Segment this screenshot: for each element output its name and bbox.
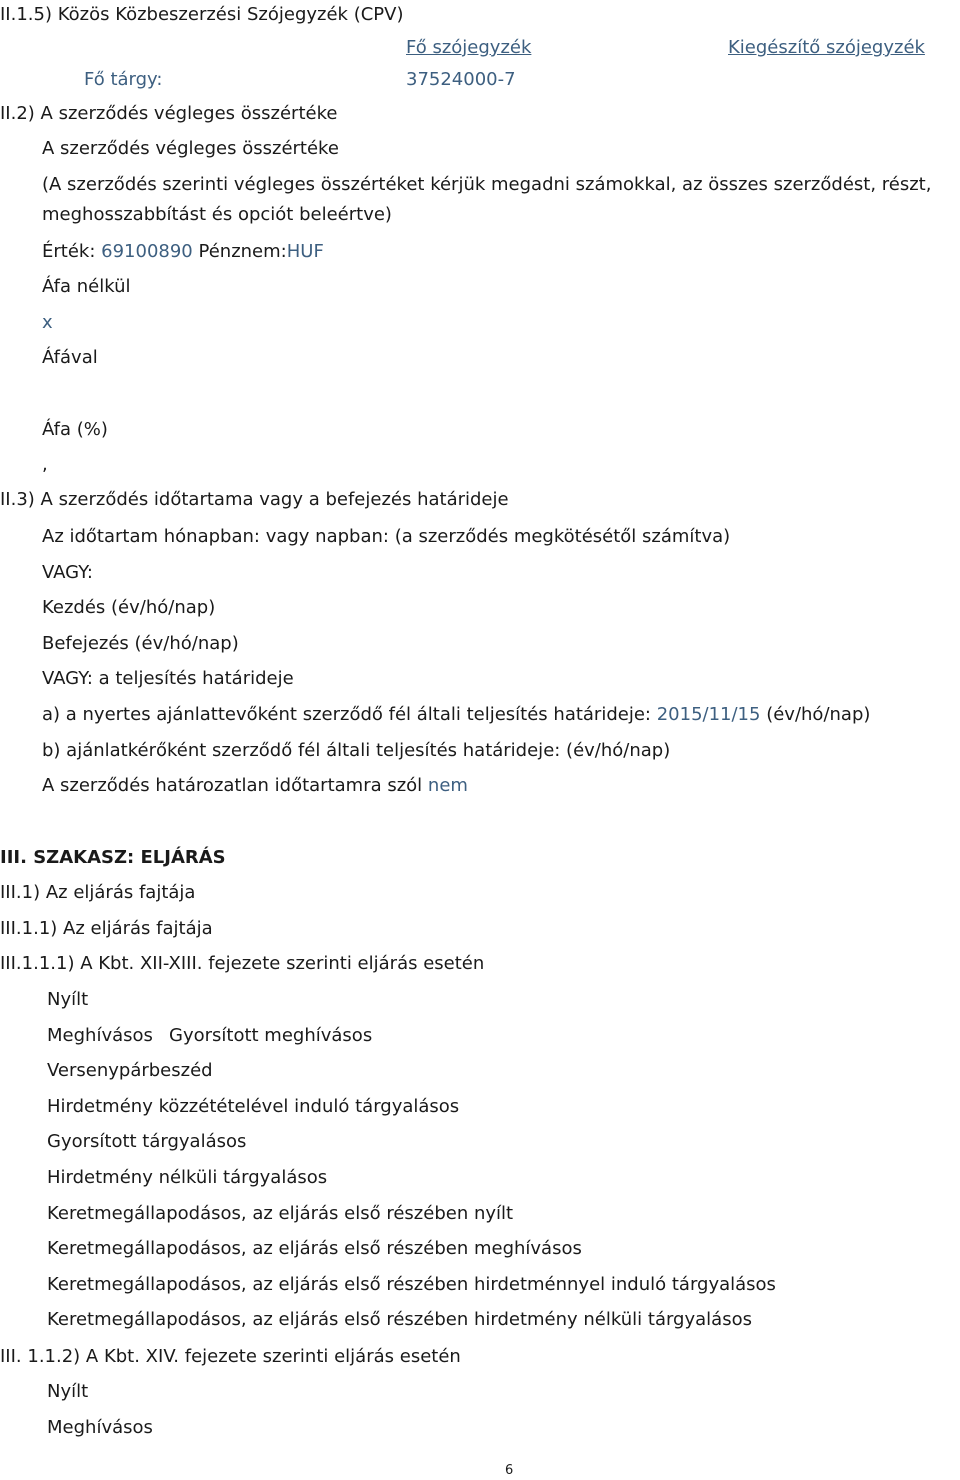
duration-or-1: VAGY: — [42, 562, 93, 583]
cpv-heading: II.1.5) Közös Közbeszerzési Szójegyzék (CPV) — [0, 4, 404, 25]
duration-indefinite-value: nem — [427, 775, 468, 796]
without-vat-label: Áfa nélkül — [42, 276, 131, 297]
procedure-heading-2: III.1.1) Az eljárás fajtája — [0, 918, 213, 939]
cpv-main-object-label: Fő tárgy: — [84, 69, 163, 90]
value-label: Érték: — [42, 241, 96, 262]
value-row — [42, 240, 324, 264]
value-amount: 69100890 — [101, 241, 193, 262]
procedure-item: Nyílt — [47, 989, 89, 1010]
procedure-heading-4: III. 1.1.2) A Kbt. XIV. fejezete szerinti eljárás esetén — [0, 1346, 461, 1367]
with-vat-label: Áfával — [42, 347, 98, 368]
duration-a-unit: (év/hó/nap) — [766, 704, 871, 725]
value-heading: II.2) A szerződés végleges összértéke — [0, 103, 338, 124]
procedure-item: Meghívásos — [47, 1417, 153, 1438]
duration-b-text: b) ajánlatkérőként szerződő fél általi teljesítés határideje: (év/hó/nap) — [42, 740, 671, 761]
duration-or-2: VAGY: a teljesítés határideje — [42, 668, 294, 689]
procedure-item-accelerated-restricted: Gyorsított meghívásos — [169, 1025, 373, 1046]
cpv-main-vocabulary-link[interactable]: Fő szójegyzék — [406, 37, 532, 58]
procedure-item: Gyorsított tárgyalásos — [47, 1131, 247, 1152]
vat-percent-value: , — [42, 454, 48, 475]
duration-a-text: a) a nyertes ajánlattevőként szerződő fél általi teljesítés határideje: — [42, 704, 651, 725]
procedure-item: Meghívásos — [47, 1025, 153, 1046]
procedure-item: Hirdetmény nélküli tárgyalásos — [47, 1167, 328, 1188]
procedure-item: Keretmegállapodásos, az eljárás első részében hirdetménnyel induló tárgyalásos — [47, 1274, 776, 1295]
procedure-item: Keretmegállapodásos, az eljárás első részében nyílt — [47, 1203, 514, 1224]
duration-end: Befejezés (év/hó/nap) — [42, 633, 239, 654]
cpv-supplementary-vocabulary-link[interactable]: Kiegészítő szójegyzék — [728, 37, 925, 58]
procedure-item: Versenypárbeszéd — [47, 1060, 213, 1081]
cpv-main-object-code: 37524000-7 — [406, 69, 516, 90]
section-title: III. SZAKASZ: ELJÁRÁS — [0, 847, 226, 868]
value-note-line2: meghosszabbítást és opciót beleértve) — [42, 204, 392, 225]
value-subheading: A szerződés végleges összértéke — [42, 138, 339, 159]
value-note-line1: (A szerződés szerinti végleges összértéket kérjük megadni számokkal, az összes szerződést, részt, — [42, 174, 932, 195]
procedure-item: Keretmegállapodásos, az eljárás első részében hirdetmény nélküli tárgyalásos — [47, 1309, 752, 1330]
procedure-heading-3: III.1.1.1) A Kbt. XII-XIII. fejezete szerinti eljárás esetén — [0, 953, 485, 974]
procedure-heading-1: III.1) Az eljárás fajtája — [0, 882, 196, 903]
duration-start: Kezdés (év/hó/nap) — [42, 597, 216, 618]
currency-label: Pénznem: — [198, 241, 287, 262]
procedure-item: Keretmegállapodásos, az eljárás első részében meghívásos — [47, 1238, 582, 1259]
page-number: 6 — [505, 1463, 514, 1478]
duration-a-row — [42, 703, 870, 727]
procedure-item: Nyílt — [47, 1381, 89, 1402]
duration-indefinite-row — [42, 774, 468, 798]
vat-percent-label: Áfa (%) — [42, 419, 108, 440]
duration-heading: II.3) A szerződés időtartama vagy a befejezés határideje — [0, 489, 509, 510]
duration-months-days: Az időtartam hónapban: vagy napban: (a szerződés megkötésétől számítva) — [42, 526, 731, 547]
currency-value: HUF — [286, 241, 324, 262]
procedure-item: Hirdetmény közzétételével induló tárgyalásos — [47, 1096, 460, 1117]
duration-indefinite-text: A szerződés határozatlan időtartamra szól — [42, 775, 423, 796]
duration-a-date: 2015/11/15 — [656, 704, 761, 725]
without-vat-mark: x — [42, 312, 53, 333]
